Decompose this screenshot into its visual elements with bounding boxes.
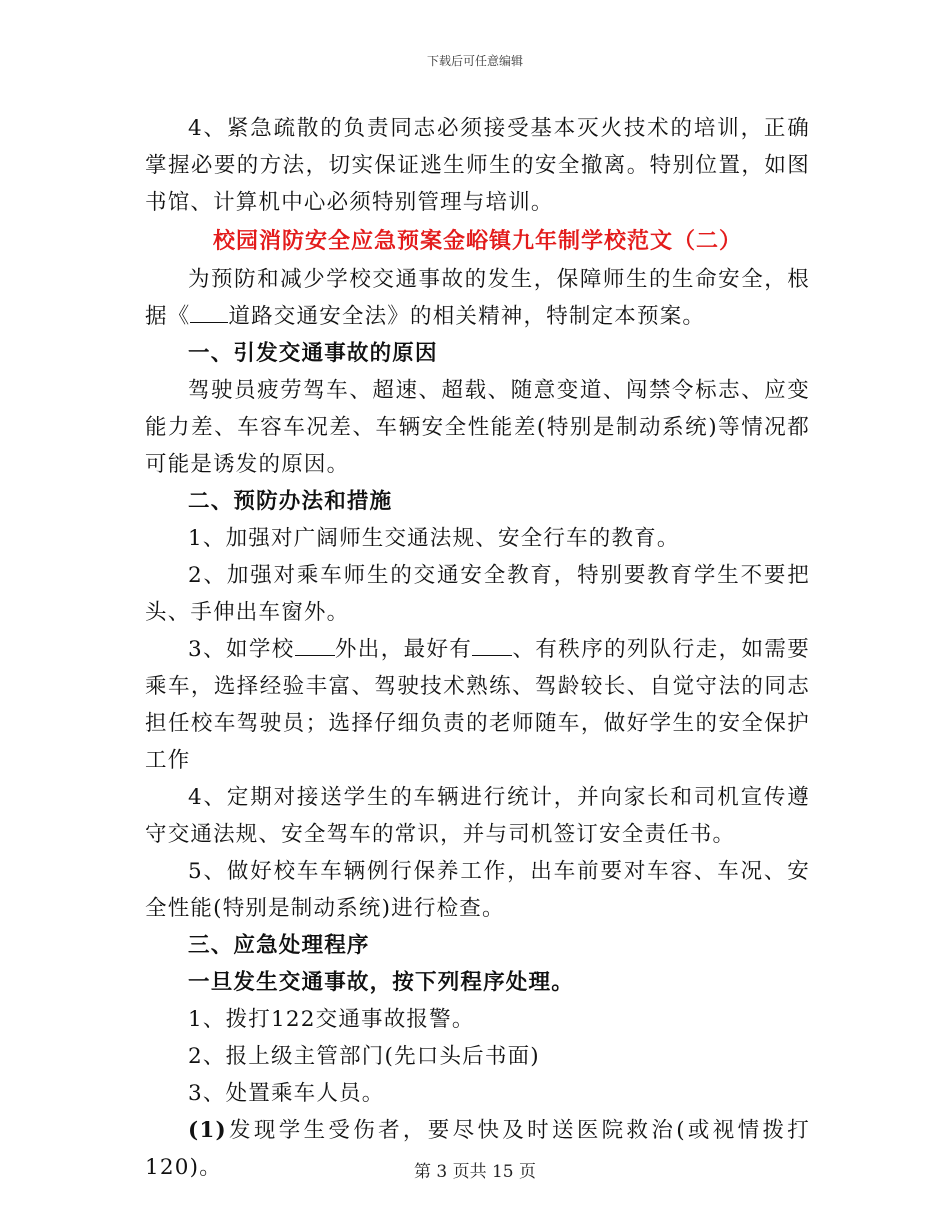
measure-3-text-b: 外出，最好有 xyxy=(334,637,473,662)
page-header: 下载后可任意编辑 xyxy=(426,54,523,68)
step-1: 1、拨打122交通事故报警。 xyxy=(188,1007,475,1032)
measure-4: 4、定期对接送学生的车辆进行统计，并向家长和司机宣传遵守交通法规、安全驾车的常识，并与司机签订安全责任书。 xyxy=(145,785,810,847)
sub-item-text: 发现学生受伤者，要尽快及时送医院救治(或视情拨打120)。 xyxy=(145,1118,810,1180)
paragraph-fire-training: 4、紧急疏散的负责同志必须接受基本灭火技术的培训，正确掌握必要的方法，切实保证逃生师生的安全撤离。特别位置，如图书馆、计算机中心必须特别管理与培训。 xyxy=(145,116,810,215)
document-body xyxy=(145,110,810,1186)
page-footer: 第 3 页共 15 页 xyxy=(413,1162,537,1182)
step-3: 3、处置乘车人员。 xyxy=(188,1081,385,1106)
intro-text-a: 为预防和减少学校交通事故的发生，保障师生的生命安全，根据《 xyxy=(145,267,810,329)
paragraph-causes: 驾驶员疲劳驾车、超速、超载、随意变道、闯禁令标志、应变能力差、车容车况差、车辆安全性能差(特别是制动系统)等情况都可能是诱发的原因。 xyxy=(145,378,810,477)
blank-line xyxy=(472,637,512,656)
paragraph-intro xyxy=(145,261,810,335)
sub-item-number: (1) xyxy=(188,1118,227,1143)
heading-prevention: 二、预防办法和措施 xyxy=(188,489,393,514)
procedure-intro: 一旦发生交通事故，按下列程序处理。 xyxy=(188,970,574,995)
intro-text-b: 道路交通安全法》的相关精神，特制定本预案。 xyxy=(228,304,706,329)
blank-line xyxy=(295,637,335,656)
blank-line xyxy=(190,304,228,323)
heading-causes: 一、引发交通事故的原因 xyxy=(188,341,438,366)
heading-emergency: 三、应急处理程序 xyxy=(188,933,370,958)
step-2: 2、报上级主管部门(先口头后书面) xyxy=(188,1044,540,1069)
measure-3 xyxy=(145,631,810,779)
measure-5: 5、做好校车车辆例行保养工作，出车前要对车容、车况、安全性能(特别是制动系统)进行检查。 xyxy=(145,859,810,921)
section-title: 校园消防安全应急预案金峪镇九年制学校范文（二） xyxy=(212,228,742,254)
measure-2: 2、加强对乘车师生的交通安全教育，特别要教育学生不要把头、手伸出车窗外。 xyxy=(145,563,810,625)
measure-3-text-a: 3、如学校 xyxy=(188,637,295,662)
measure-3-text-c: 、有秩序的列队行走，如需要乘车，选择经验丰富、驾驶技术熟练、驾龄较长、自觉守法的同志担任校车驾驶员；选择仔细负责的老师随车，做好学生的安全保护工作 xyxy=(145,637,810,773)
measure-1: 1、加强对广阔师生交通法规、安全行车的教育。 xyxy=(188,526,680,551)
